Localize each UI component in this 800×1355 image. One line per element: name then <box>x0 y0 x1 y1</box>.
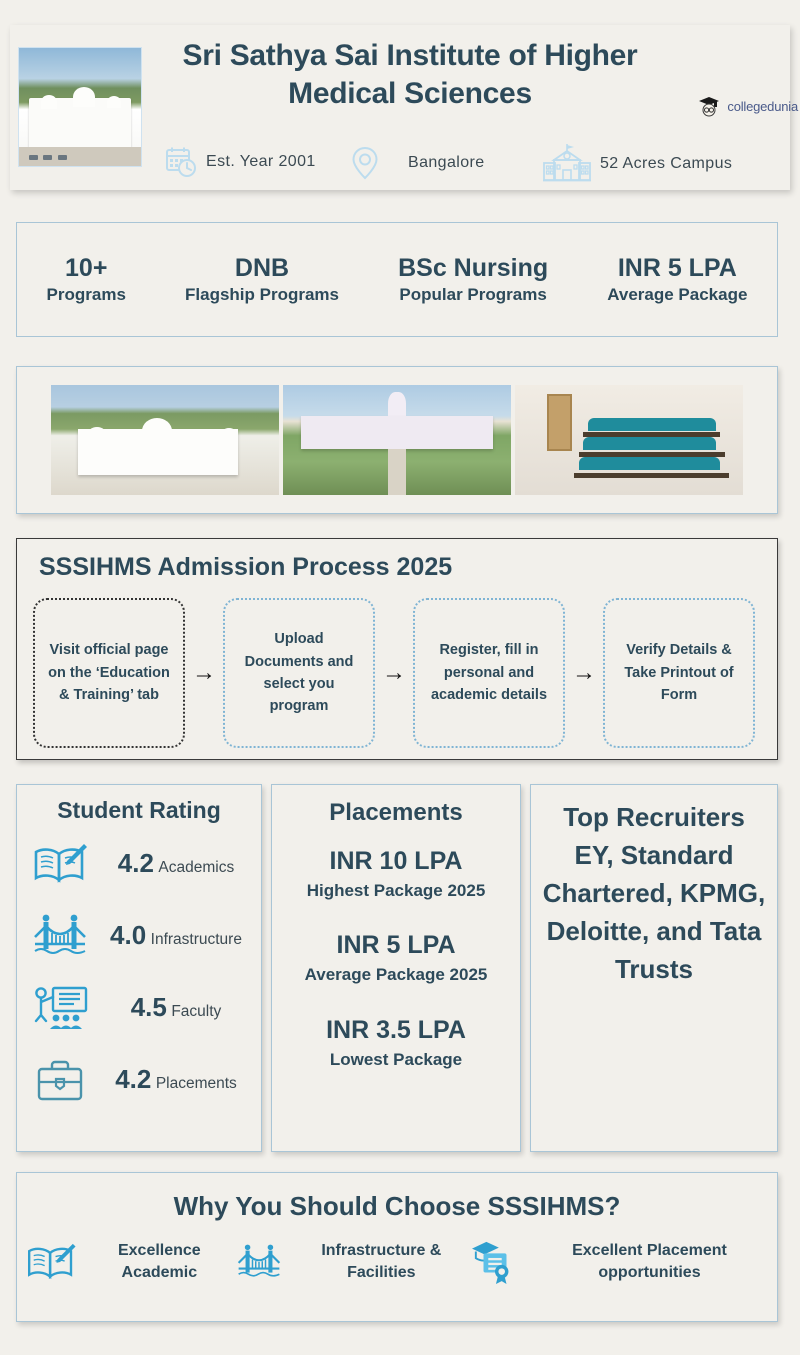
stat-label: Programs <box>46 285 126 305</box>
admission-step: Visit official page on the ‘Education & Training’ tab <box>33 598 185 748</box>
campus-photo-thumbnail <box>18 47 142 167</box>
why-item-academics <box>25 1238 233 1286</box>
placement-item <box>282 929 510 987</box>
stat-item <box>394 253 552 306</box>
stat-value: BSc Nursing <box>398 253 549 282</box>
collegedunia-brand[interactable] <box>696 93 798 119</box>
rating-value: 4.2 <box>115 1063 152 1094</box>
gallery-image-aerial <box>51 385 279 495</box>
placement-value: INR 10 LPA <box>329 847 463 875</box>
rating-row <box>25 1044 253 1116</box>
student-rating-card <box>16 784 262 1152</box>
location-text: Bangalore <box>408 154 485 171</box>
arrow-right-icon: → <box>192 659 216 686</box>
rating-values <box>99 1063 253 1094</box>
placements-card <box>271 784 521 1152</box>
why-item-infrastructure <box>233 1238 469 1286</box>
admission-process-card <box>16 538 778 760</box>
top-recruiters-list: EY, Standard Chartered, KPMG, Deloitte, and Tata Trusts <box>542 839 766 984</box>
college-building-icon <box>542 143 592 185</box>
briefcase-icon <box>31 1054 89 1106</box>
why-item-label: Excellent Placement opportunities <box>572 1241 727 1281</box>
stat-item <box>43 253 130 306</box>
book-pencil-icon <box>31 838 89 890</box>
book-pencil-icon <box>25 1238 77 1286</box>
certificate-cap-icon <box>469 1238 521 1286</box>
teacher-board-icon <box>31 982 89 1034</box>
stat-label: Popular Programs <box>399 285 547 305</box>
meta-campus-area <box>542 143 732 185</box>
student-rating-title: Student Rating <box>57 797 221 823</box>
established-text: Est. Year 2001 <box>206 153 316 170</box>
rating-label: Academics <box>158 858 235 876</box>
stats-columns <box>16 784 778 1152</box>
rating-values <box>99 847 253 878</box>
calendar-clock-icon <box>164 145 198 179</box>
rating-row <box>25 828 253 900</box>
rating-label: Placements <box>155 1074 237 1092</box>
meta-established <box>164 145 316 179</box>
campus-gallery <box>16 366 778 514</box>
bridge-icon <box>233 1238 285 1286</box>
top-recruiters-card <box>530 784 778 1152</box>
location-pin-icon <box>350 145 380 181</box>
top-recruiters-title: Top Recruiters <box>563 802 745 832</box>
stat-item <box>603 253 751 306</box>
campus-area-text: 52 Acres Campus <box>600 155 733 172</box>
gallery-image-classroom <box>515 385 743 495</box>
header-meta-row <box>150 135 790 190</box>
why-item-label: Excellence Academic <box>117 1241 201 1281</box>
admission-title: SSSIHMS Admission Process 2025 <box>39 553 453 581</box>
placement-label: Lowest Package <box>329 1049 463 1069</box>
rating-values <box>99 919 253 950</box>
rating-label: Faculty <box>171 1002 222 1020</box>
admission-step: Register, fill in personal and academic details <box>413 598 565 748</box>
arrow-right-icon: → <box>382 659 406 686</box>
stat-value: DNB <box>234 253 290 282</box>
placement-value: INR 5 LPA <box>336 931 456 960</box>
meta-location <box>350 145 485 181</box>
placement-item <box>282 1014 510 1072</box>
stat-value: INR 5 LPA <box>617 253 737 282</box>
stat-label: Flagship Programs <box>185 285 339 305</box>
why-choose-title: Why You Should Choose SSSIHMS? <box>173 1191 621 1221</box>
collegedunia-label: collegedunia <box>727 98 798 114</box>
rating-label: Infrastructure <box>150 930 242 948</box>
admission-step: Verify Details & Take Printout of Form <box>603 598 755 748</box>
placements-title: Placements <box>329 799 463 826</box>
rating-value: 4.5 <box>130 991 167 1022</box>
admission-step: Upload Documents and select you program <box>223 598 375 748</box>
rating-row <box>25 900 253 972</box>
placement-value: INR 3.5 LPA <box>326 1015 466 1044</box>
rating-row <box>25 972 253 1044</box>
placement-label: Average Package 2025 <box>304 965 488 985</box>
header-card <box>10 25 798 190</box>
institute-title: Sri Sathya Sai Institute of Higher Medical Sciences <box>182 39 638 110</box>
why-item-label: Infrastructure & Facilities <box>321 1241 442 1281</box>
why-choose-card <box>16 1172 778 1322</box>
stat-value: 10+ <box>65 253 108 282</box>
arrow-right-icon: → <box>572 659 596 686</box>
why-item-placements <box>469 1238 769 1286</box>
rating-value: 4.2 <box>117 847 154 878</box>
rating-value: 4.0 <box>110 919 147 950</box>
key-stats-bar <box>16 222 778 337</box>
admission-flow <box>33 597 767 749</box>
collegedunia-graduate-icon <box>696 93 722 119</box>
bridge-icon <box>31 910 89 962</box>
placement-item <box>282 845 510 903</box>
placement-label: Highest Package 2025 <box>306 880 486 900</box>
stat-label: Average Package <box>607 285 748 305</box>
stat-item <box>181 253 343 306</box>
why-choose-items <box>17 1238 777 1286</box>
rating-values <box>99 991 253 1022</box>
gallery-image-main-building <box>283 385 511 495</box>
